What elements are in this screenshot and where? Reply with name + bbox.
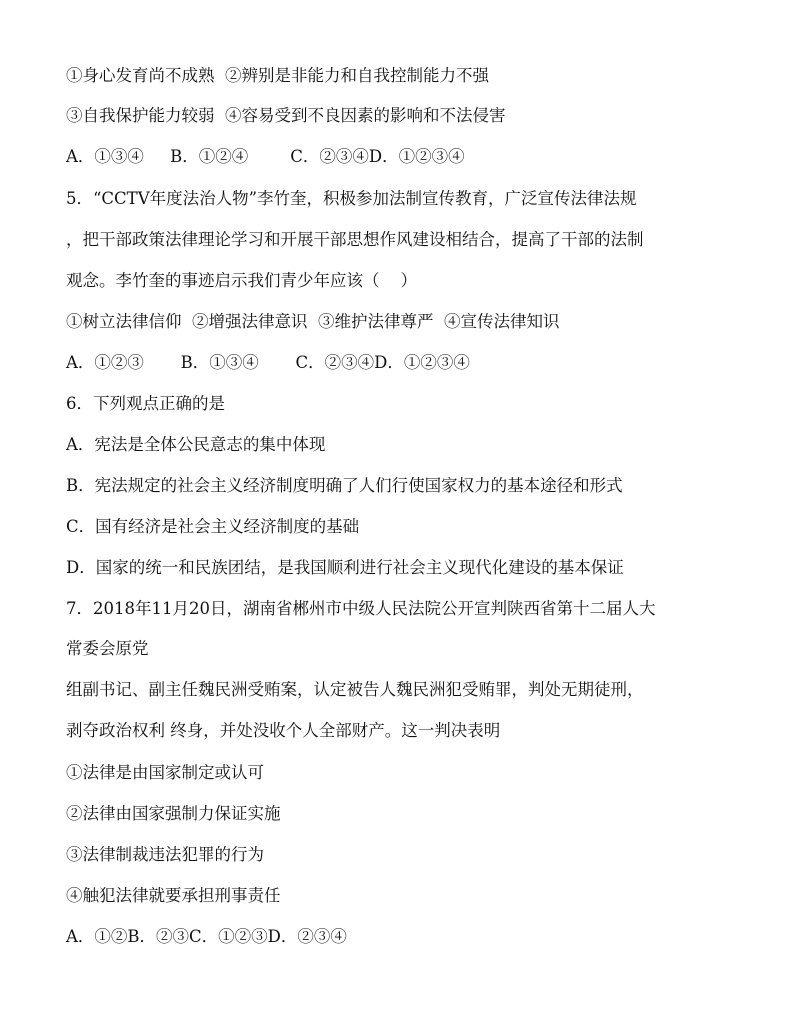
q7-stem-line-4: 剥夺政治权利 终身，并处没收个人全部财产。这一判决表明	[66, 721, 501, 740]
q5-stem-line-3: 观念。李竹奎的事迹启示我们青少年应该（ ）	[66, 271, 417, 290]
q7-stem-line-2: 常委会原党	[66, 639, 149, 658]
q7-stem-line-1: 7．2018年11月20日，湖南省郴州市中级人民法院公开宣判陕西省第十二届人大	[66, 599, 656, 618]
q6-option-d: D．国家的统一和民族团结，是我国顺利进行社会主义现代化建设的基本保证	[66, 558, 624, 577]
q4-options: A．①③④ B．①②④ C．②③④D．①②③④	[66, 147, 465, 166]
q6-option-a: A．宪法是全体公民意志的集中体现	[66, 435, 326, 454]
q5-stem-line-1: 5．“CCTV年度法治人物”李竹奎，积极参加法制宣传教育，广泛宣传法律法规	[66, 189, 637, 208]
q4-statements-line-1: ①身心发育尚不成熟 ②辨别是非能力和自我控制能力不强	[66, 66, 489, 85]
q6-option-c: C．国有经济是社会主义经济制度的基础	[66, 517, 360, 536]
q7-statement-1: ①法律是由国家制定或认可	[66, 763, 264, 782]
q4-statements-line-2: ③自我保护能力较弱 ④容易受到不良因素的影响和不法侵害	[66, 106, 506, 125]
q5-statements: ①树立法律信仰 ②增强法律意识 ③维护法律尊严 ④宣传法律知识	[66, 312, 560, 331]
q7-options: A．①②B．②③C．①②③D．②③④	[66, 927, 347, 946]
q6-option-b: B．宪法规定的社会主义经济制度明确了人们行使国家权力的基本途径和形式	[66, 476, 623, 495]
q7-statement-2: ②法律由国家强制力保证实施	[66, 804, 281, 823]
q6-stem: 6．下列观点正确的是	[66, 394, 225, 413]
q5-options: A．①②③ B．①③④ C．②③④D．①②③④	[66, 353, 470, 372]
q5-stem-line-2: ，把干部政策法律理论学习和开展干部思想作风建设相结合，提高了干部的法制	[66, 230, 644, 249]
q7-statement-4: ④触犯法律就要承担刑事责任	[66, 886, 281, 905]
q7-statement-3: ③法律制裁违法犯罪的行为	[66, 845, 264, 864]
q7-stem-line-3: 组副书记、副主任魏民洲受贿案，认定被告人魏民洲犯受贿罪，判处无期徒刑，	[66, 680, 644, 699]
